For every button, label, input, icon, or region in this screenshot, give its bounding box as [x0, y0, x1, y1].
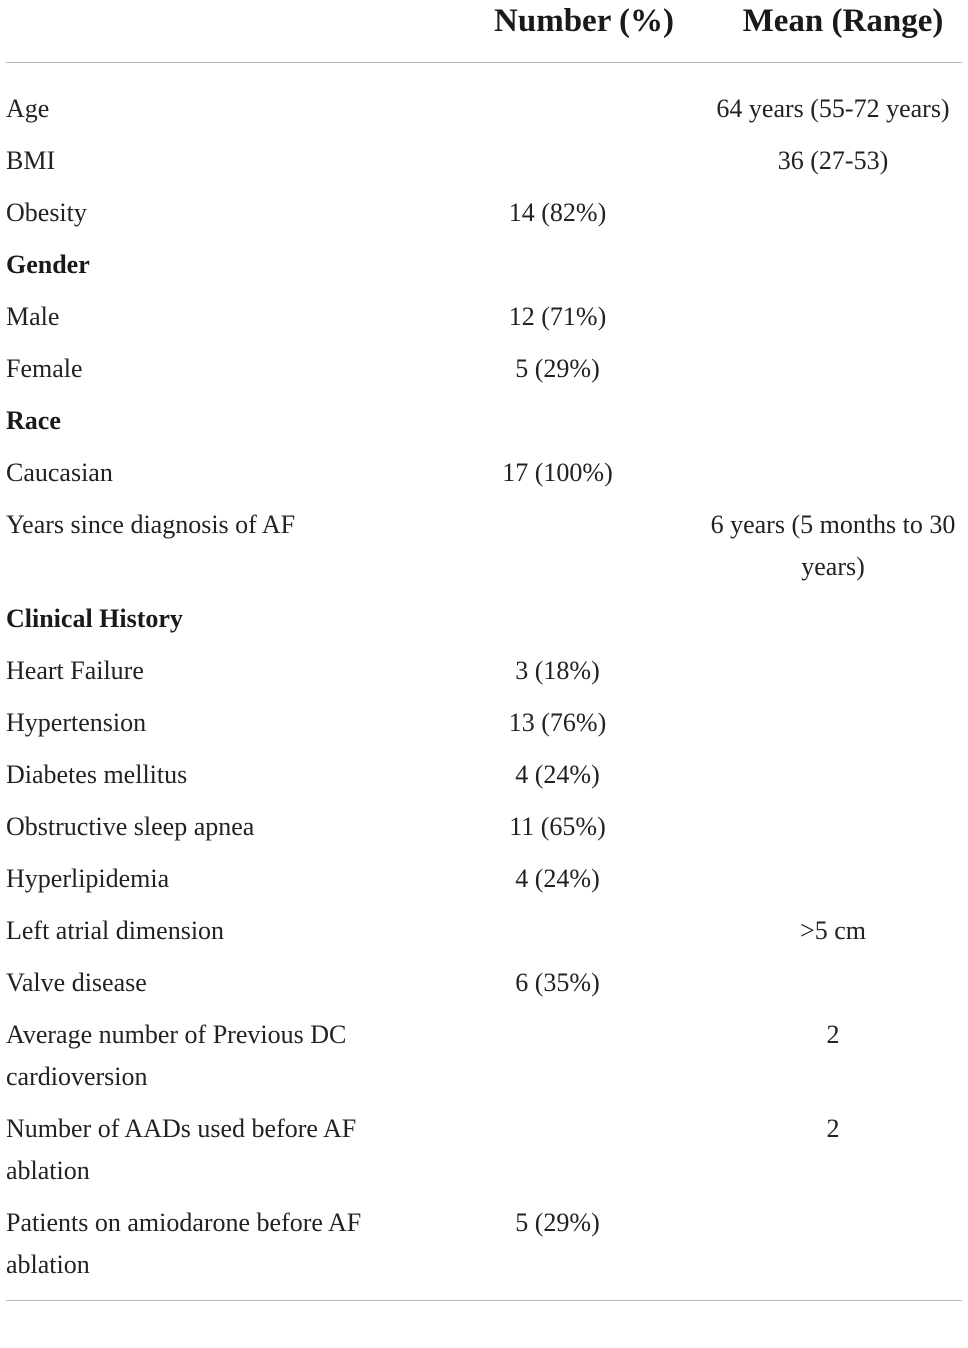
number-percent-cell: 5 (29%) [515, 1208, 600, 1237]
row-label: Obstructive sleep apnea [6, 812, 255, 841]
number-percent-cell [426, 910, 689, 952]
mean-range-cell [704, 650, 962, 692]
mean-range-cell [704, 1202, 962, 1286]
table-row [6, 702, 962, 754]
mean-range-cell [704, 192, 962, 234]
section-header-row [6, 400, 962, 452]
mean-range-cell [704, 754, 962, 796]
row-label: Hyperlipidemia [6, 864, 170, 893]
mean-range-cell [704, 244, 962, 286]
number-percent-cell [426, 1014, 689, 1098]
header-number-percent: Number (%) [494, 3, 674, 39]
table-body [6, 63, 962, 1296]
number-percent-cell [426, 244, 689, 286]
table-row [6, 1202, 962, 1296]
row-label: Age [6, 94, 50, 123]
row-label: Average number of Previous DC cardioversion [6, 1020, 347, 1091]
row-label: Number of AADs used before AF ablation [6, 1114, 357, 1185]
section-label: Gender [6, 250, 90, 279]
table-header [6, 0, 962, 63]
row-label: Valve disease [6, 968, 147, 997]
number-percent-cell: 6 (35%) [515, 968, 600, 997]
number-percent-cell: 14 (82%) [508, 198, 607, 227]
number-percent-cell: 4 (24%) [515, 760, 600, 789]
mean-range-cell [704, 806, 962, 848]
mean-range-cell [704, 702, 962, 744]
number-percent-cell: 17 (100%) [502, 458, 613, 487]
section-label: Race [6, 406, 61, 435]
table-row [6, 1108, 962, 1202]
row-label: Left atrial dimension [6, 916, 225, 945]
table-bottom-rule [6, 1300, 962, 1301]
row-label: Heart Failure [6, 656, 144, 685]
row-label: Caucasian [6, 458, 113, 487]
mean-range-cell: >5 cm [800, 916, 866, 945]
mean-range-cell: 36 (27-53) [777, 146, 889, 175]
table-row [6, 910, 962, 962]
table-row [6, 452, 962, 504]
number-percent-cell [426, 1108, 689, 1192]
row-label: Male [6, 302, 60, 331]
mean-range-cell: 6 years (5 months to 30 years) [710, 510, 956, 581]
table-row [6, 806, 962, 858]
section-label: Clinical History [6, 604, 183, 633]
row-label: Hypertension [6, 708, 147, 737]
patient-characteristics-table [6, 0, 962, 1301]
mean-range-cell [704, 598, 962, 640]
mean-range-cell: 64 years (55-72 years) [716, 94, 950, 123]
row-label: BMI [6, 146, 56, 175]
number-percent-cell [426, 400, 689, 442]
mean-range-cell: 2 [826, 1020, 840, 1049]
number-percent-cell [426, 88, 689, 130]
number-percent-cell [426, 504, 689, 588]
row-label: Obesity [6, 198, 87, 227]
number-percent-cell [426, 598, 689, 640]
row-label: Patients on amiodarone before AF ablation [6, 1208, 362, 1279]
mean-range-cell [704, 962, 962, 1004]
table-row [6, 1014, 962, 1108]
number-percent-cell: 5 (29%) [515, 354, 600, 383]
number-percent-cell: 13 (76%) [508, 708, 607, 737]
table-row [6, 962, 962, 1014]
table-row [6, 192, 962, 244]
mean-range-cell [704, 452, 962, 494]
table-row [6, 858, 962, 910]
number-percent-cell: 12 (71%) [508, 302, 607, 331]
number-percent-cell: 3 (18%) [515, 656, 600, 685]
table-row [6, 504, 962, 598]
row-label: Diabetes mellitus [6, 760, 188, 789]
section-header-row [6, 598, 962, 650]
section-header-row [6, 244, 962, 296]
mean-range-cell [704, 400, 962, 442]
table-row [6, 296, 962, 348]
header-mean-range: Mean (Range) [742, 3, 944, 39]
number-percent-cell: 11 (65%) [509, 812, 606, 841]
table-row [6, 88, 962, 140]
mean-range-cell [704, 296, 962, 338]
table-row [6, 650, 962, 702]
mean-range-cell: 2 [826, 1114, 840, 1143]
table-row [6, 754, 962, 806]
mean-range-cell [704, 858, 962, 900]
row-label: Years since diagnosis of AF [6, 510, 296, 539]
number-percent-cell: 4 (24%) [515, 864, 600, 893]
table-row [6, 140, 962, 192]
number-percent-cell [426, 140, 689, 182]
mean-range-cell [704, 348, 962, 390]
table-row [6, 348, 962, 400]
row-label: Female [6, 354, 83, 383]
